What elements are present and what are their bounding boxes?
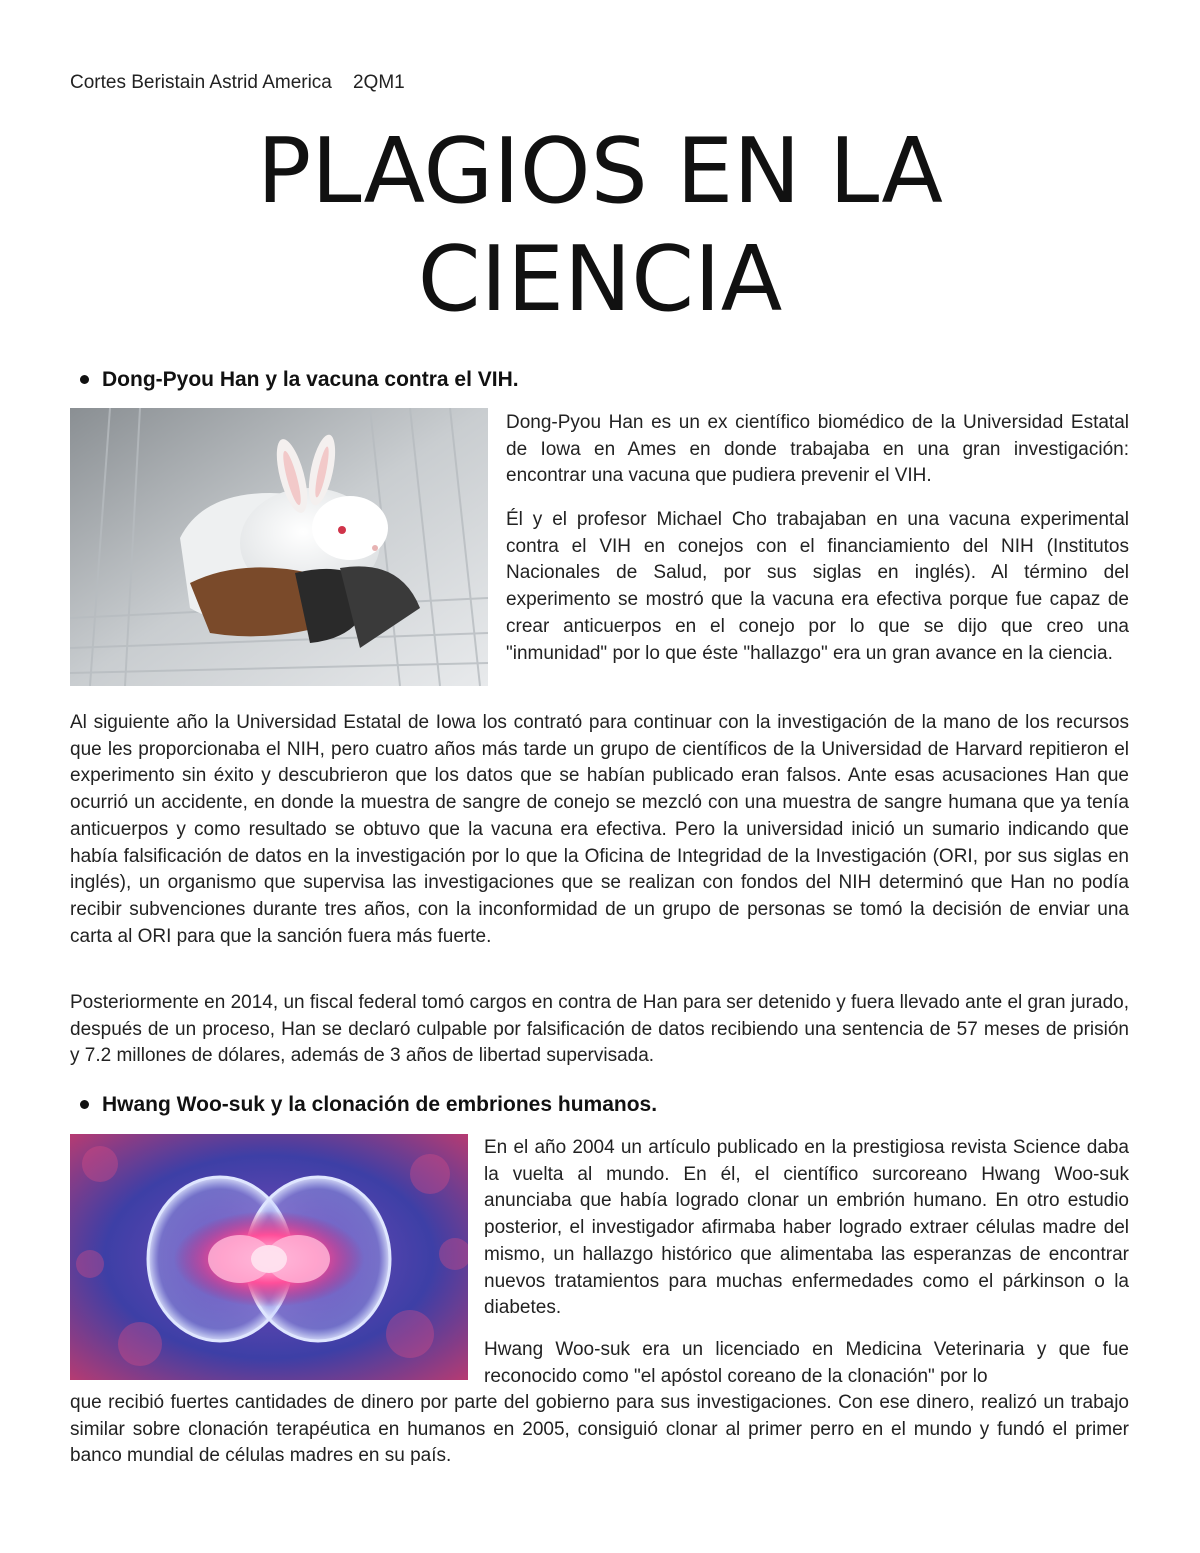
section2-heading <box>102 1093 657 1117</box>
section1-paragraph-2: Él y el profesor Michael Cho trabajaban en una vacuna experimental contra el VIH en conejos con el financiamiento del NIH (Institutos Nacionales de Salud, por sus siglas en inglés). Al término del experimento se mostró que la vacuna era efectiva porque fue capaz de crear anticuerpos en el conejo por lo que se dijo que creo una "inmunidad" por lo que éste "hallazgo" era un gran avance en la ciencia. <box>506 509 1129 664</box>
title-line-2: CIENCIA <box>417 227 783 332</box>
section1-paragraph-1: Dong-Pyou Han es un ex científico biomédico de la Universidad Estatal de Iowa en Ames en donde trabajaba en una gran investigación: encontrar una vacuna que pudiera prevenir el VIH. <box>506 412 1129 487</box>
author-line: Cortes Beristain Astrid America 2QM1 <box>70 72 405 93</box>
section2-paragraph-2-start: Hwang Woo-suk era un licenciado en Medicina Veterinaria y que fue reconocido como "el apóstol coreano de la clonación" por lo <box>484 1339 1129 1387</box>
page-title <box>0 118 1200 334</box>
section1-paragraph-4: Posteriormente en 2014, un fiscal federal tomó cargos en contra de Han para ser detenido y fuera llevado ante el gran jurado, después de un proceso, Han se declaró culpable por falsificación de datos recibiendo una sentencia de 57 meses de prisión y 7.2 millones de dólares, además de 3 años de libertad supervisada. <box>70 992 1129 1067</box>
section1-heading-text: Dong-Pyou Han y la vacuna contra el VIH. <box>102 368 519 391</box>
section1-paragraph-3: Al siguiente año la Universidad Estatal de Iowa los contrató para continuar con la investigación de la mano de los recursos que les proporcionaba el NIH, pero cuatro años más tarde un grupo de científicos de la Universidad de Harvard repitieron el experimento sin éxito y descubrieron que los datos que se habían publicado eran falsos. Ante esas acusaciones Han que ocurrió un accidente, en donde la muestra de sangre de conejo se mezcló con una muestra de sangre humana que ya tenía anticuerpos y como resultado se obtuvo que la vacuna era efectiva. Pero la universidad inició un sumario indicando que había falsificación de datos en la investigación por lo que la Oficina de Integridad de la Investigación (ORI, por sus siglas en inglés), un organismo que supervisa las investigaciones que se realizan con fondos del NIH determinó que Han no podía recibir subvenciones durante tres años, con la inconformidad de un grupo de personas se tomó la decisión de enviar una carta al ORI para que la sanción fuera más fuerte. <box>70 712 1129 947</box>
embryo-cell-image <box>70 1134 468 1380</box>
section2-heading-text: Hwang Woo-suk y la clonación de embriones humanos. <box>102 1093 658 1116</box>
rabbit-photo <box>70 408 488 686</box>
bullet-icon <box>80 1100 89 1109</box>
rabbit-photo-icon <box>70 408 488 686</box>
section2-paragraph-2-continued: que recibió fuertes cantidades de dinero por parte del gobierno para sus investigaciones. Con ese dinero, realizó un trabajo similar sobre clonación terapéutica en humanos en 2005, consiguió clonar al primer perro en el mundo y fundó el primer banco mundial de células madres en su país. <box>70 1392 1129 1467</box>
bullet-icon <box>80 375 89 384</box>
title-line-1: PLAGIOS EN LA <box>257 119 943 224</box>
section1-heading <box>102 368 519 392</box>
embryo-cell-icon <box>70 1134 468 1380</box>
section2-paragraph-1: En el año 2004 un artículo publicado en la prestigiosa revista Science daba la vuelta al mundo. En él, el científico surcoreano Hwang Woo-suk anunciaba que había logrado clonar un embrión humano. En otro estudio posterior, el investigador afirmaba haber logrado extraer células madre del mismo, un hallazgo histórico que alimentaba las esperanzas de encontrar nuevos tratamientos para muchas enfermedades como el párkinson o la diabetes. <box>484 1137 1129 1319</box>
